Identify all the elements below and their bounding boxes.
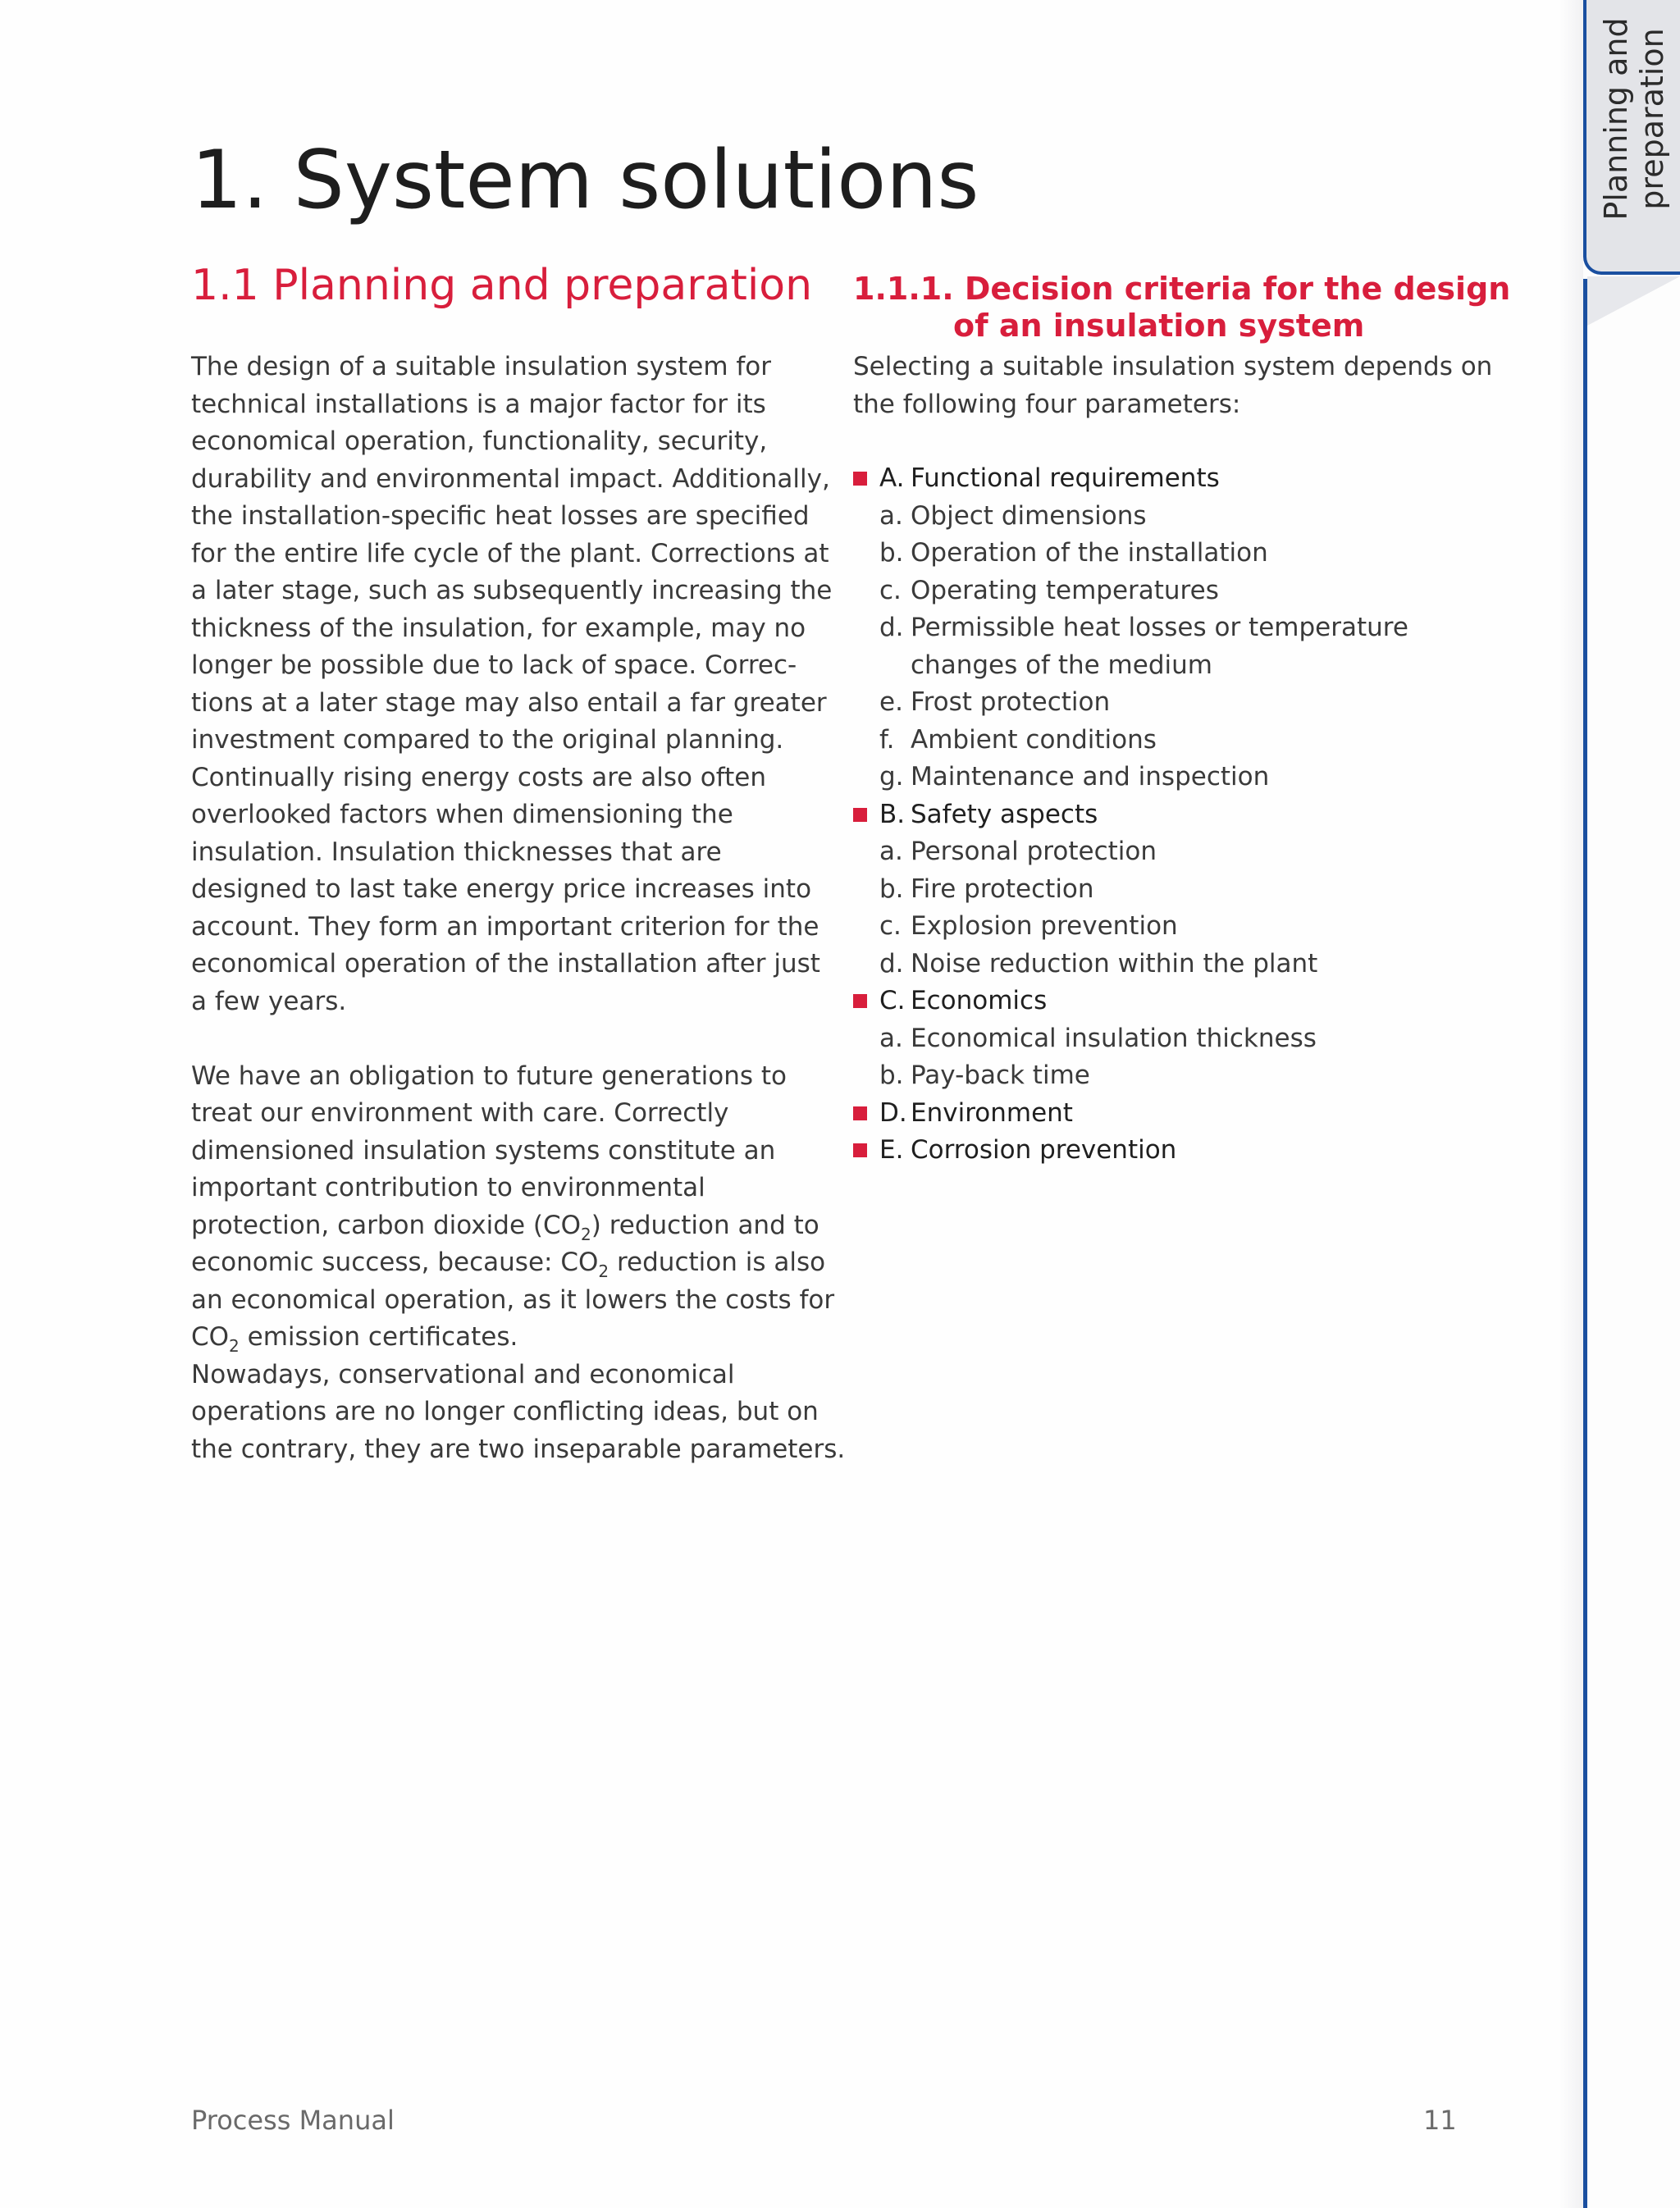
paragraph-line: The design of a suitable insulation system for (191, 352, 772, 381)
co2-line-1: protection, carbon dioxide $(CO_2)$ reduction and to (191, 1210, 819, 1244)
paragraph-line: durability and environmental impact. Additionally, (191, 463, 830, 494)
paragraph-1 (191, 349, 833, 1020)
chapter-tab-wedge (1587, 276, 1680, 326)
paragraph-line: treat our environment with care. Correctly (191, 1098, 729, 1128)
paragraph-line: account. They form an important criterion for the (191, 911, 819, 942)
page-edge-line (1583, 279, 1587, 2208)
square-bullet-icon (853, 994, 867, 1008)
criterion-subitem (853, 1020, 1493, 1058)
subitem-letter: d. (879, 613, 904, 642)
subitem-text: Operation of the installation (911, 538, 1268, 568)
criterion-label: Safety aspects (911, 799, 1098, 829)
paragraph-line: technical installations is a major factor for its (191, 389, 766, 419)
subitem-text: Personal protection (911, 837, 1157, 866)
right-column-intro (853, 349, 1493, 423)
paragraph-line: insulation. Insulation thicknesses that are (191, 837, 722, 867)
subitem-letter: d. (879, 948, 904, 979)
subitem-text: Explosion prevention (911, 911, 1178, 941)
chapter-tab-label[interactable] (1598, 12, 1670, 226)
subsection-heading (853, 271, 1510, 344)
subitem-text: Ambient conditions (911, 724, 1157, 755)
paragraph-line: investment compared to the original planning. (191, 725, 784, 755)
co2-line-3: an economical operation, as it lowers the costs for (191, 1284, 835, 1315)
criterion-subitem (853, 647, 1493, 685)
subitem-letter: a. (879, 1023, 903, 1053)
chapter-tab-label-line2: preparation (1634, 28, 1670, 210)
criterion-label: Corrosion prevention (911, 1135, 1177, 1165)
square-bullet-icon (853, 1143, 867, 1157)
criterion-label: Environment (911, 1097, 1073, 1128)
paragraph-line: economical operation of the installation after just (191, 949, 820, 979)
criterion-subitem (853, 609, 1493, 647)
criterion-subitem (853, 833, 1493, 871)
criterion-subitem (853, 498, 1493, 536)
co2-line-4: $CO_2$ emission certificates. (191, 1322, 518, 1356)
criterion-item (853, 460, 1493, 498)
intro-line: the following four parameters: (853, 389, 1241, 419)
criterion-subitem (853, 871, 1493, 909)
paragraph-line: dimensioned insulation systems constitute an (191, 1135, 776, 1166)
paragraph-3 (191, 1357, 846, 1469)
criterion-label: Functional requirements (911, 463, 1220, 493)
criterion-letter: D. (879, 1097, 907, 1128)
intro-line: Selecting a suitable insulation system depends on (853, 352, 1493, 381)
paragraph-line: a later stage, such as subsequently increasing the (191, 576, 833, 605)
left-column (191, 349, 846, 1468)
paragraph-line: overlooked factors when dimensioning the (191, 800, 733, 829)
subitem-text: changes of the medium (911, 650, 1212, 680)
paragraph-line: the contrary, they are two inseparable parameters. (191, 1434, 846, 1464)
subitem-letter: a. (879, 837, 903, 866)
section-heading: 1.1 Planning and preparation (191, 261, 813, 310)
square-bullet-icon (853, 472, 867, 486)
criterion-item (853, 1095, 1493, 1133)
criterion-item (853, 983, 1493, 1020)
paragraph-line: Nowadays, conservational and economical (191, 1359, 735, 1389)
criterion-letter: B. (879, 799, 906, 829)
subitem-text: Object dimensions (911, 500, 1147, 531)
chapter-tab-label-line1: Planning and (1598, 17, 1634, 221)
subitem-letter: b. (879, 538, 904, 568)
criterion-letter: E. (879, 1135, 904, 1165)
criterion-subitem (853, 1057, 1493, 1095)
page-title: 1. System solutions (191, 134, 979, 227)
paragraph-line: Continually rising energy costs are also often (191, 762, 767, 792)
subitem-letter: e. (879, 687, 903, 717)
subitem-letter: g. (879, 762, 904, 792)
criterion-item (853, 1132, 1493, 1170)
paragraph-line: important contribution to environmental (191, 1173, 705, 1202)
subsection-heading-line1: 1.1.1. Decision criteria for the design (853, 271, 1511, 307)
page-edge-shadow (1559, 0, 1583, 2208)
co2-line-2: economic success, because: $CO_2$ reduction is also (191, 1248, 826, 1281)
subitem-letter: b. (879, 874, 904, 904)
paragraph-line: for the entire life cycle of the plant. Corrections at (191, 538, 829, 568)
subitem-letter: f. (879, 724, 895, 755)
paragraph-line: operations are no longer conflicting ideas, but on (191, 1397, 819, 1426)
subitem-text: Frost protection (911, 687, 1111, 717)
subitem-letter: c. (879, 575, 902, 605)
subitem-text: Maintenance and inspection (911, 762, 1270, 792)
criterion-letter: A. (879, 463, 905, 493)
criterion-item (853, 796, 1493, 834)
paragraph-line: tions at a later stage may also entail a far greater (191, 687, 827, 718)
subitem-letter: c. (879, 911, 902, 941)
criterion-subitem (853, 759, 1493, 796)
criteria-list (853, 460, 1493, 1170)
paragraph-line: thickness of the insulation, for example, may no (191, 613, 806, 643)
criterion-subitem (853, 573, 1493, 610)
subitem-text: Permissible heat losses or temperature (911, 613, 1408, 642)
subsection-heading-line2: of an insulation system (953, 308, 1365, 344)
subitem-text: Operating temperatures (911, 575, 1219, 605)
paragraph-line: economical operation, functionality, security, (191, 427, 768, 456)
paragraph-line: designed to last take energy price increases into (191, 874, 812, 904)
paragraph-line: We have an obligation to future generations to (191, 1061, 788, 1091)
criterion-subitem (853, 908, 1493, 946)
subitem-text: Fire protection (911, 874, 1094, 904)
subitem-text: Noise reduction within the plant (911, 948, 1318, 979)
criterion-subitem (853, 722, 1493, 760)
footer-title: Process Manual (191, 2105, 395, 2136)
subitem-text: Pay-back time (911, 1061, 1090, 1090)
subitem-letter: a. (879, 500, 903, 531)
criterion-letter: C. (879, 986, 906, 1015)
paragraph-2 (191, 1058, 815, 1207)
criterion-subitem (853, 535, 1493, 573)
subitem-letter: b. (879, 1061, 904, 1090)
square-bullet-icon (853, 1106, 867, 1120)
paragraph-line: longer be possible due to lack of space. Correc- (191, 650, 797, 680)
criterion-label: Economics (911, 986, 1048, 1015)
criterion-subitem (853, 684, 1493, 722)
square-bullet-icon (853, 808, 867, 822)
paragraph-line: the installation-specific heat losses are specified (191, 501, 810, 531)
subitem-text: Economical insulation thickness (911, 1023, 1317, 1053)
paragraph-line: a few years. (191, 986, 347, 1016)
page-number: 11 (1423, 2105, 1457, 2136)
criterion-subitem (853, 946, 1493, 983)
